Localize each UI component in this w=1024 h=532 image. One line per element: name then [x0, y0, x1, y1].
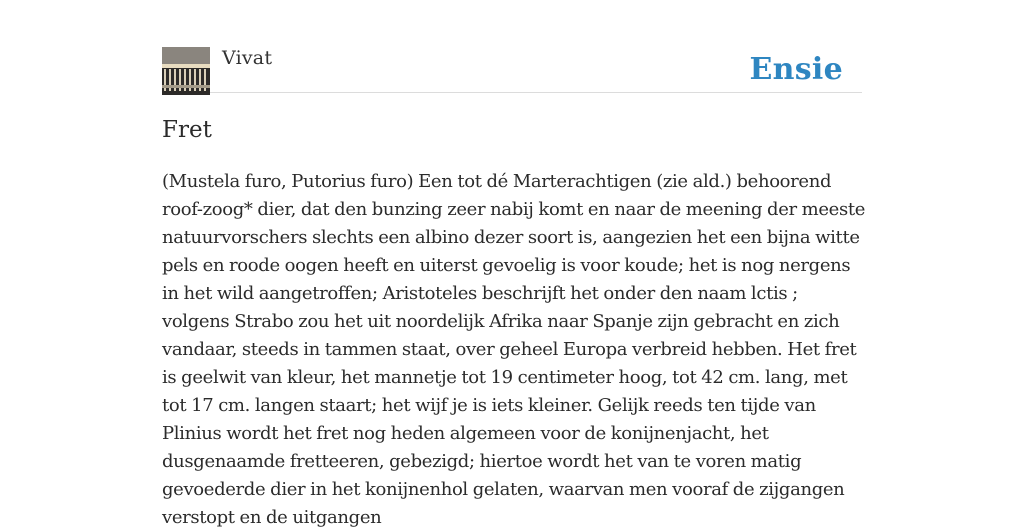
article-body: (Mustela furo, Putorius furo) Een tot dé Marterachtigen (zie ald.) behoorend roof-zoog* dier, dat den bunzing zeer nabij komt en naar de meening der meeste natuurvorschers slechts een albino dezer soort is, aangezien het een bijna witte pels en roode oogen heeft en uiterst gevoelig is voor koude; het is nog nergens in het wild aangetroffen; Aristoteles beschrijft het onder den naam lctis ; volgens Strabo zou het uit noordelijk Afrika naar Spanje zijn gebracht en zich vandaar, steeds in tammen staat, over geheel Europa verbreid hebben. Het fret is geelwit van kleur, het mannetje tot 19 centimeter hoog, tot 42 cm. lang, met tot 17 cm. langen staart; het wijf je is iets kleiner. Gelijk reeds ten tijde van Plinius wordt het fret nog heden algemeen voor de konijnenjacht, het dusgenaamde fretteeren, gebezigd; hiertoe wordt het van te voren matig gevoederde dier in het konijnenhol gelaten, waarvan men vooraf de zijgangen verstopt en de uitgangen [162, 171, 866, 528]
site-header [162, 46, 862, 93]
publisher-name[interactable]: Vivat [222, 47, 273, 69]
publisher-avatar[interactable] [162, 47, 210, 95]
brand-logo[interactable]: Ensie [749, 52, 843, 87]
book-spines-avatar-icon [162, 47, 210, 95]
page-title: Fret [162, 117, 212, 143]
